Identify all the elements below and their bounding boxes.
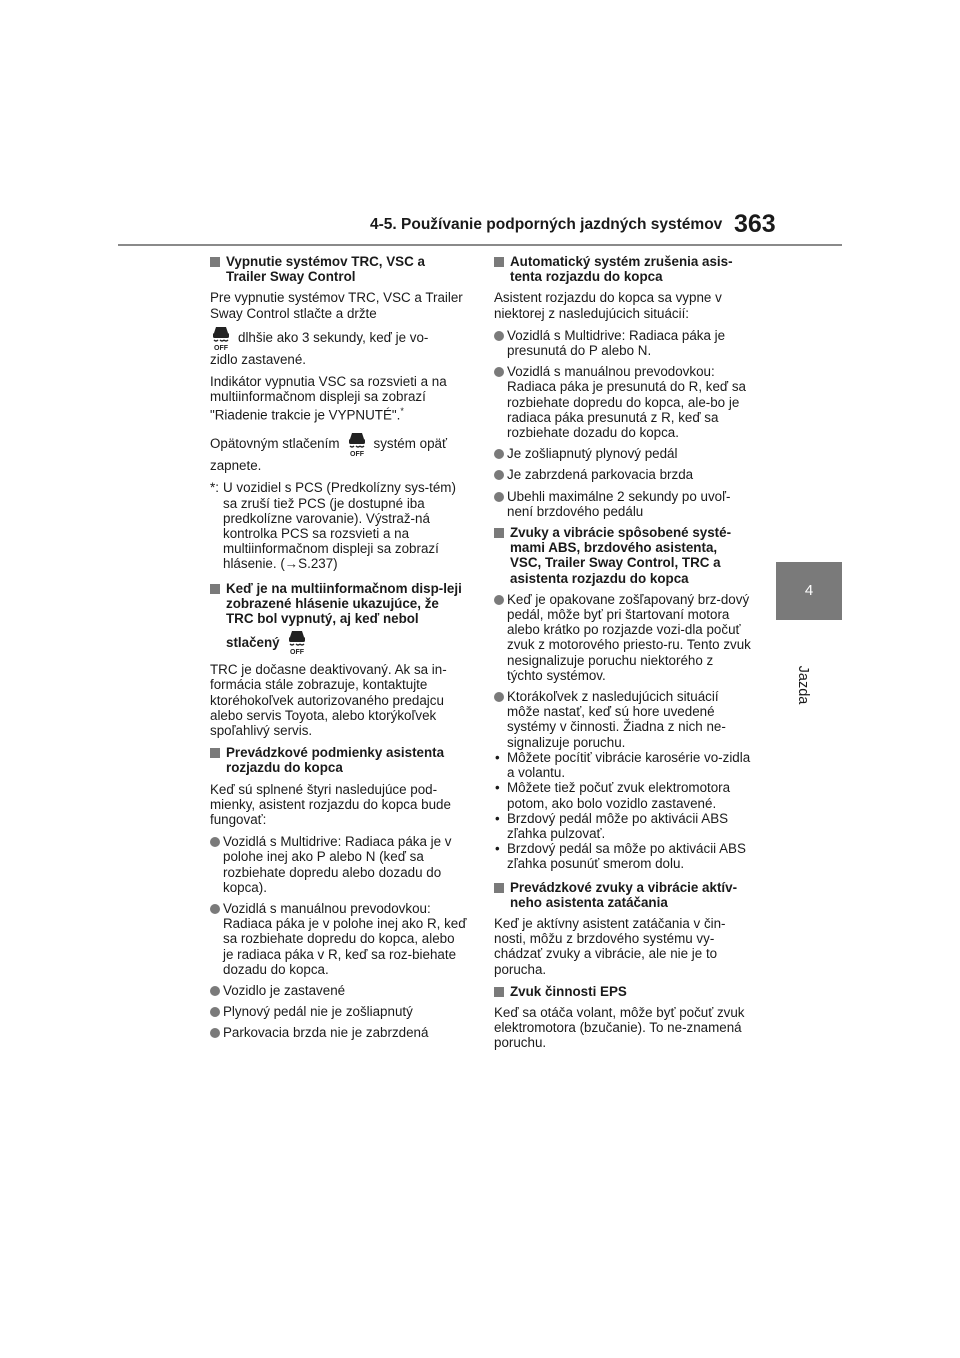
- heading-square-icon: [494, 257, 504, 267]
- list-item: Vozidlá s manuálnou prevodovkou: Radiaca páka je v polohe inej ako R, keď sa rozbiehate dopredu do kopca, alebo je radiaca páka v R, keď sa roz-biehate dozadu do kopca.: [210, 901, 468, 977]
- chapter-tab: 4: [776, 562, 842, 620]
- list-item: Plynový pedál nie je zošliapnutý: [210, 1004, 468, 1019]
- section-heading: Vypnutie systémov TRC, VSC a Trailer Sway Control: [210, 254, 468, 284]
- traction-off-icon: [286, 628, 308, 656]
- bullet-dot-icon: [494, 492, 504, 502]
- paragraph: Pre vypnutie systémov TRC, VSC a Trailer Sway Control stlačte a držte: [210, 290, 463, 321]
- header-divider: [118, 244, 842, 246]
- heading-square-icon: [210, 748, 220, 758]
- section-heading: Zvuk činnosti EPS: [494, 984, 752, 999]
- bullet-dot-icon: [494, 470, 504, 480]
- bullet-dot-icon: [494, 595, 504, 605]
- list-item: Parkovacia brzda nie je zabrzdená: [210, 1025, 468, 1040]
- paragraph: Keď je aktívny asistent zatáčania v čin-nosti, môžu z brzdového systému vy-chádzať zvuky a vibrácie, ale nie je to porucha.: [494, 915, 726, 977]
- paragraph: Keď sú splnené štyri nasledujúce pod-mienky, asistent rozjazdu do kopca bude fungovať:: [210, 781, 451, 827]
- paragraph: Keď sa otáča volant, môže byť počuť zvuk elektromotora (bzučanie). To ne-znamená poruchu.: [494, 1004, 745, 1051]
- sub-list-item: • Môžete pocítiť vibrácie karosérie vo-zidla a volantu.: [495, 749, 751, 781]
- footnote: *: U vozidiel s PCS (Predkolízny sys-tém) sa zruší tiež PCS (je dostupné iba predkolízne varovanie). Výstraž-ná kontrolka PCS sa rozsvieti a na multiinformačnom displeji sa zobrazí hlásenie. (→S.237): [210, 480, 456, 572]
- list-item: Vozidlá s Multidrive: Radiaca páka je presunutá do P alebo N.: [494, 328, 752, 358]
- right-column: [494, 254, 752, 1058]
- svg-text:OFF: OFF: [349, 451, 364, 459]
- traction-off-icon: [210, 324, 232, 352]
- paragraph: Indikátor vypnutia VSC sa rozsvieti a na multiinformačnom displeji sa zobrazí "Riadenie trakcie je VYPNUTÉ".*: [210, 374, 447, 423]
- sub-list-item: • Brzdový pedál môže po aktivácii ABS zľahka pulzovať.: [495, 810, 729, 841]
- bullet-dot-icon: [494, 449, 504, 459]
- list-item: Vozidlá s manuálnou prevodovkou: Radiaca páka je presunutá do R, keď sa rozbiehate dopredu do kopca, ale-bo je radiaca páka presunutá z R, keď sa rozbiehate dozadu do kopca.: [494, 364, 752, 440]
- svg-text:OFF: OFF: [289, 649, 304, 657]
- list-item: Vozidlá s Multidrive: Radiaca páka je v polohe inej ako P alebo N (keď sa rozbiehate dopredu alebo dozadu do kopca).: [210, 834, 468, 895]
- paragraph: OFF dlhšie ako 3 sekundy, keď je vo- zidlo zastavené.: [210, 324, 468, 367]
- chapter-label: Jazda: [795, 665, 811, 705]
- heading-square-icon: [210, 584, 220, 594]
- heading-square-icon: [494, 883, 504, 893]
- section-title: 4-5. Používanie podporných jazdných systémov: [370, 216, 723, 233]
- list-item: Je zabrzdená parkovacia brzda: [494, 467, 752, 482]
- page-number: 363: [734, 210, 776, 238]
- svg-text:OFF: OFF: [214, 344, 228, 352]
- sub-list-item: • Brzdový pedál sa môže po aktivácii ABS zľahka posunúť smerom dolu.: [495, 841, 746, 872]
- bullet-dot-icon: [210, 837, 220, 847]
- bullet-dot-icon: [210, 904, 220, 914]
- heading-square-icon: [494, 987, 504, 997]
- list-item: Keď je opakovane zošľapovaný brz-dový pedál, môže byť pri štartovaní motora alebo krátko po rozjazde vozi-dla počuť zvuk z motorového priesto-ru. Tento zvuk nesignalizuje poruchu niektorého z týchto systémov.: [494, 592, 752, 683]
- list-item: Ktorákoľvek z nasledujúcich situácií môže nastať, keď sú hore uvedené systémy v činnosti. Žiadna z nich ne-signalizuje poruchu.: [494, 689, 752, 750]
- paragraph: TRC je dočasne deaktivovaný. Ak sa in-formácia stále zobrazuje, kontaktujte ktoréhokoľvek autorizovaného predajcu alebo servis Toyota, alebo ktorýkoľvek spoľahlivý servis.: [210, 662, 447, 738]
- bullet-dot-icon: [210, 1028, 220, 1038]
- section-heading: Prevádzkové podmienky asistenta rozjazdu do kopca: [210, 745, 468, 775]
- traction-off-icon: [346, 430, 368, 458]
- list-item: Ubehli maximálne 2 sekundy po uvoľ-není brzdového pedálu: [494, 489, 752, 519]
- section-heading: Zvuky a vibrácie spôsobené systé-mami ABS, brzdového asistenta, VSC, Trailer Sway Control, TRC a asistenta rozjazdu do kopca: [494, 525, 752, 586]
- bullet-dot-icon: [210, 986, 220, 996]
- list-item: Vozidlo je zastavené: [210, 983, 468, 998]
- section-heading: Prevádzkové zvuky a vibrácie aktív-neho asistenta zatáčania: [494, 880, 752, 910]
- bullet-dot-icon: [494, 331, 504, 341]
- heading-square-icon: [210, 257, 220, 267]
- bullet-dot-icon: [494, 367, 504, 377]
- bullet-dot-icon: [494, 692, 504, 702]
- paragraph: Opätovným stlačením OFF systém opäť zapnete.: [210, 430, 468, 473]
- section-heading: Keď je na multiinformačnom disp-leji zobrazené hlásenie ukazujúce, že TRC bol vypnutý, aj keď nebol stlačený OFF: [210, 581, 468, 657]
- bullet-dot-icon: [210, 1007, 220, 1017]
- left-column: [210, 254, 468, 1047]
- sub-list-item: • Môžete tiež počuť zvuk elektromotora potom, ako bolo vozidlo zastavené.: [495, 780, 731, 811]
- list-item: Je zošliapnutý plynový pedál: [494, 446, 752, 461]
- section-heading: Automatický systém zrušenia asis-tenta rozjazdu do kopca: [494, 254, 752, 284]
- paragraph: Asistent rozjazdu do kopca sa vypne v niektorej z nasledujúcich situácií:: [494, 290, 722, 321]
- heading-square-icon: [494, 528, 504, 538]
